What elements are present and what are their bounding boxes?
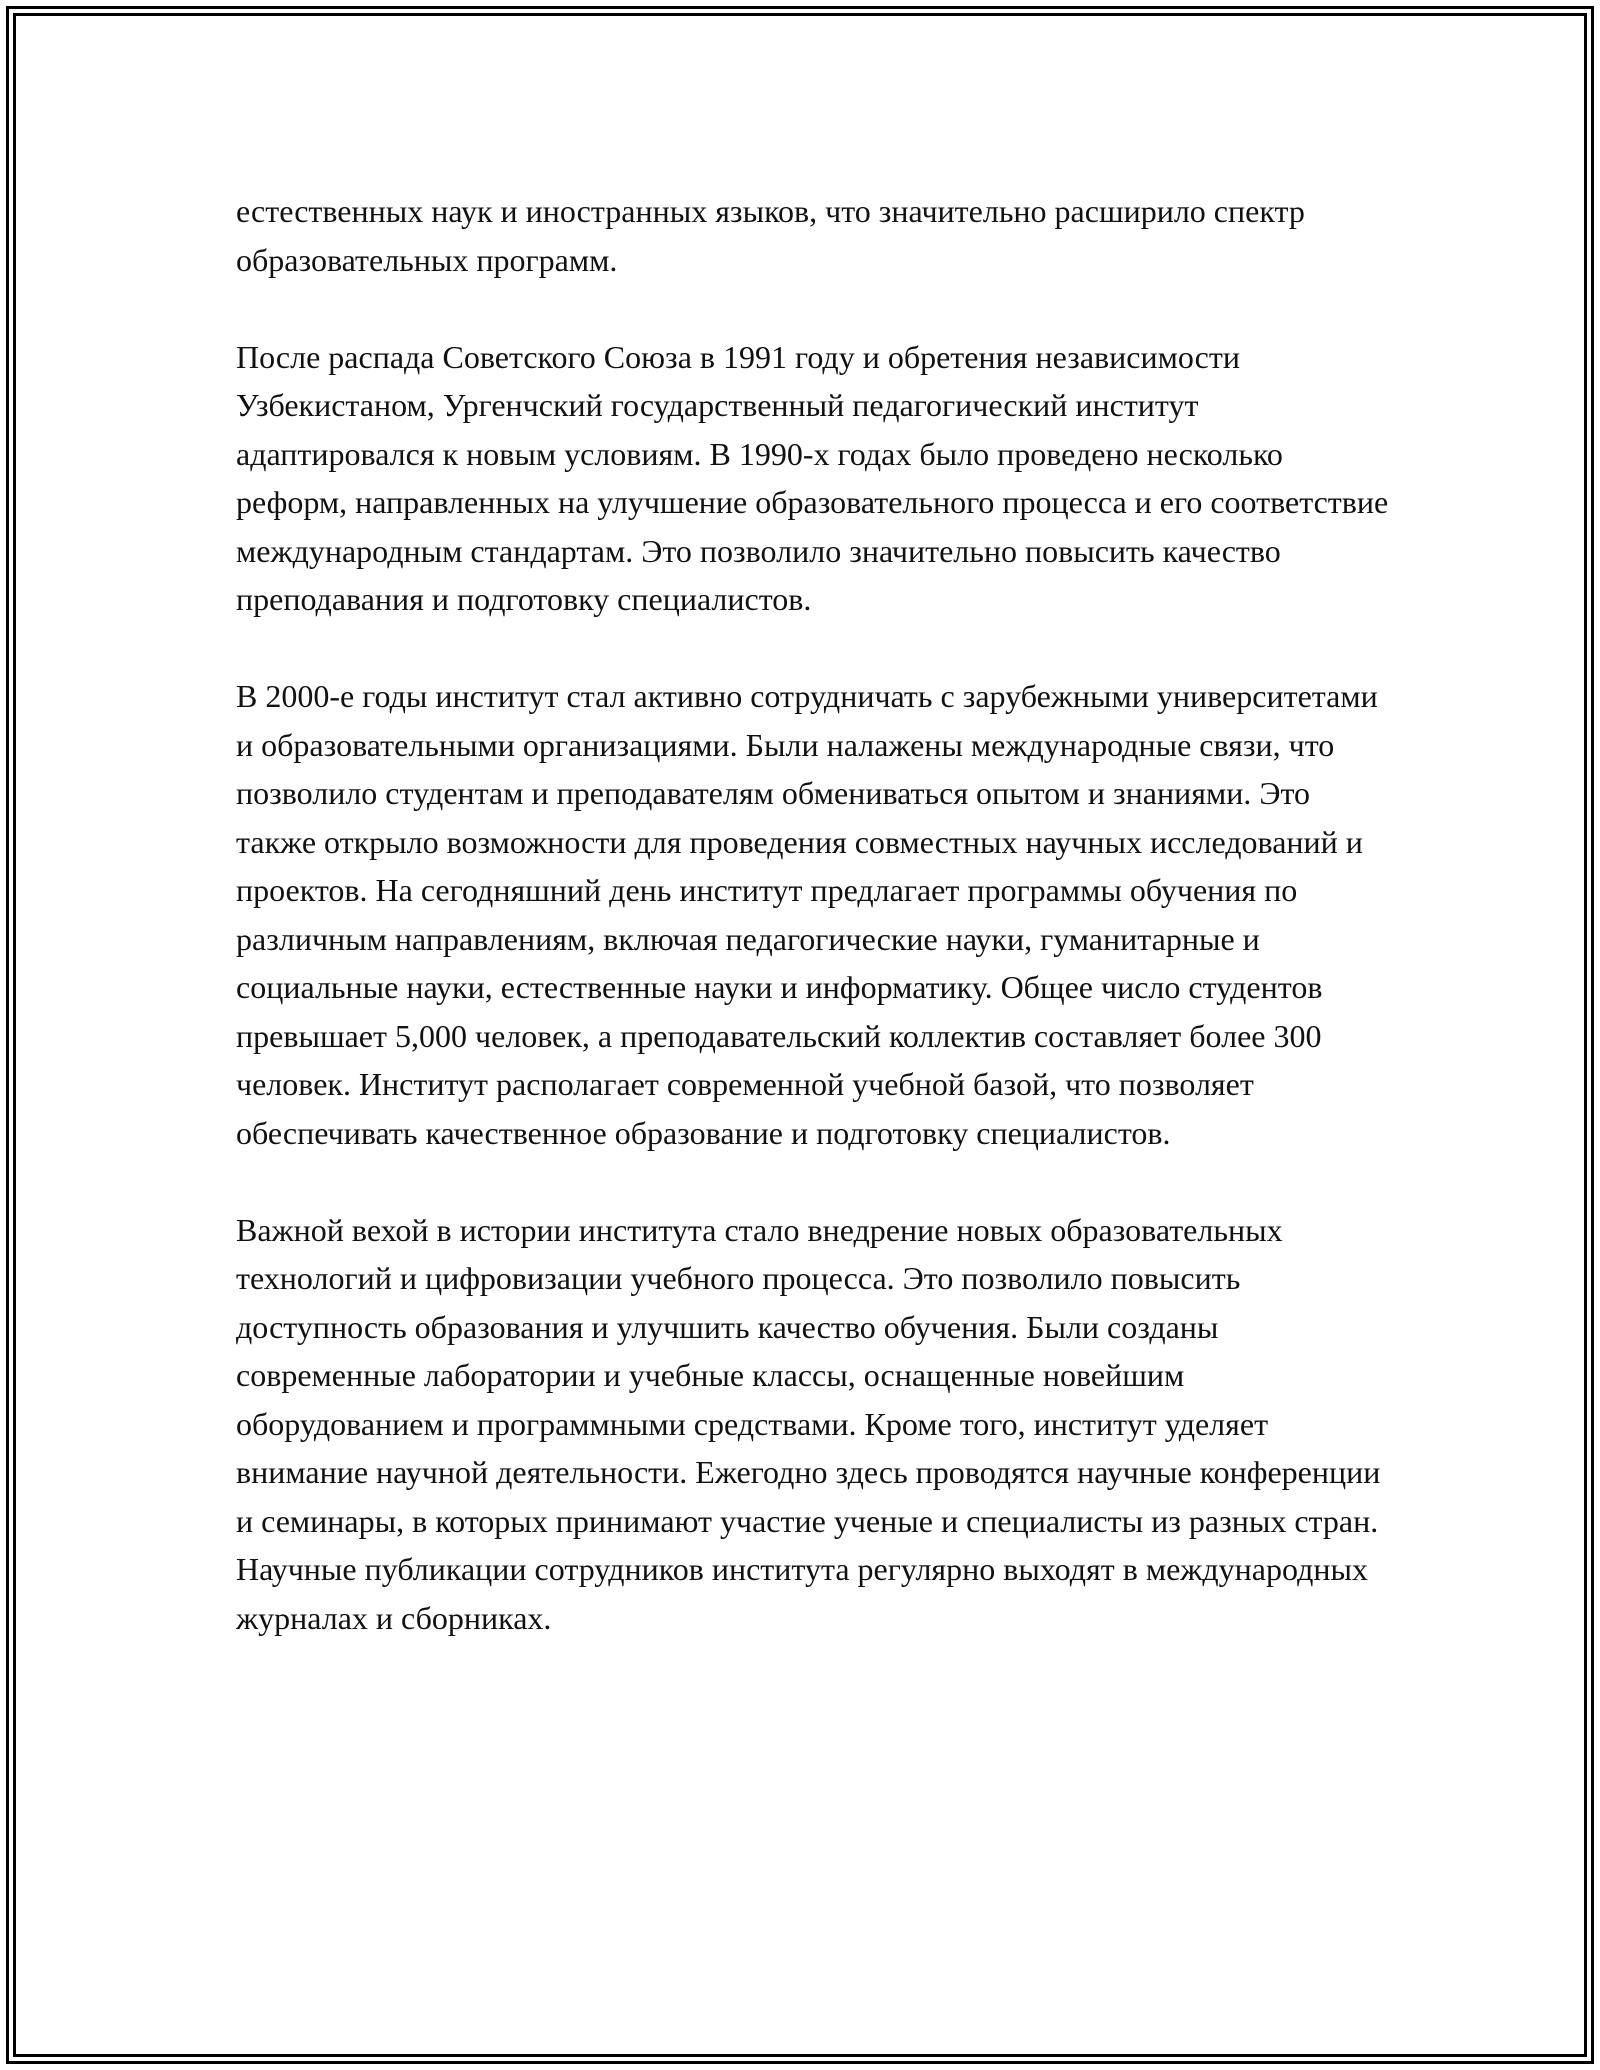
paragraph-1: естественных наук и иностранных языков, что значительно расширило спектр образовательных программ. xyxy=(236,193,1305,278)
paragraph-2: После распада Советского Союза в 1991 году и обретения независимости Узбекистаном, Ургенчский государственный педагогический институт адаптировался к новым условиям. В 1990-х годах было проведено несколько реформ, направленных на улучшение образовательного процесса и его соответствие международным стандартам. Это позволило значительно повысить качество преподавания и подготовку специалистов. xyxy=(236,338,1389,617)
paragraph-4: Важной вехой в истории института стало внедрение новых образовательных технологий и цифровизации учебного процесса. Это позволило повысить доступность образования и улучшить качество обучения. Были созданы современные лаборатории и учебные классы, оснащенные новейшим оборудованием и программными средствами. Кроме того, институт уделяет внимание научной деятельности. Ежегодно здесь проводятся научные конференции и семинары, в которых принимают участие ученые и специалисты из разных стран. Научные публикации сотрудников института регулярно выходят в международных журналах и сборниках. xyxy=(236,1211,1381,1636)
document-body xyxy=(236,187,1396,1691)
paragraph-3: В 2000-е годы институт стал активно сотрудничать с зарубежными университетами и образовательными организациями. Были налажены международные связи, что позволило студентам и преподавателям обмениваться опытом и знаниями. Это также открыло возможности для проведения совместных научных исследований и проектов. На сегодняшний день институт предлагает программы обучения по различным направлениям, включая педагогические науки, гуманитарные и социальные науки, естественные науки и информатику. Общее число студентов превышает 5,000 человек, а преподавательский коллектив составляет более 300 человек. Институт располагает современной учебной базой, что позволяет обеспечивать качественное образование и подготовку специалистов. xyxy=(236,678,1378,1151)
